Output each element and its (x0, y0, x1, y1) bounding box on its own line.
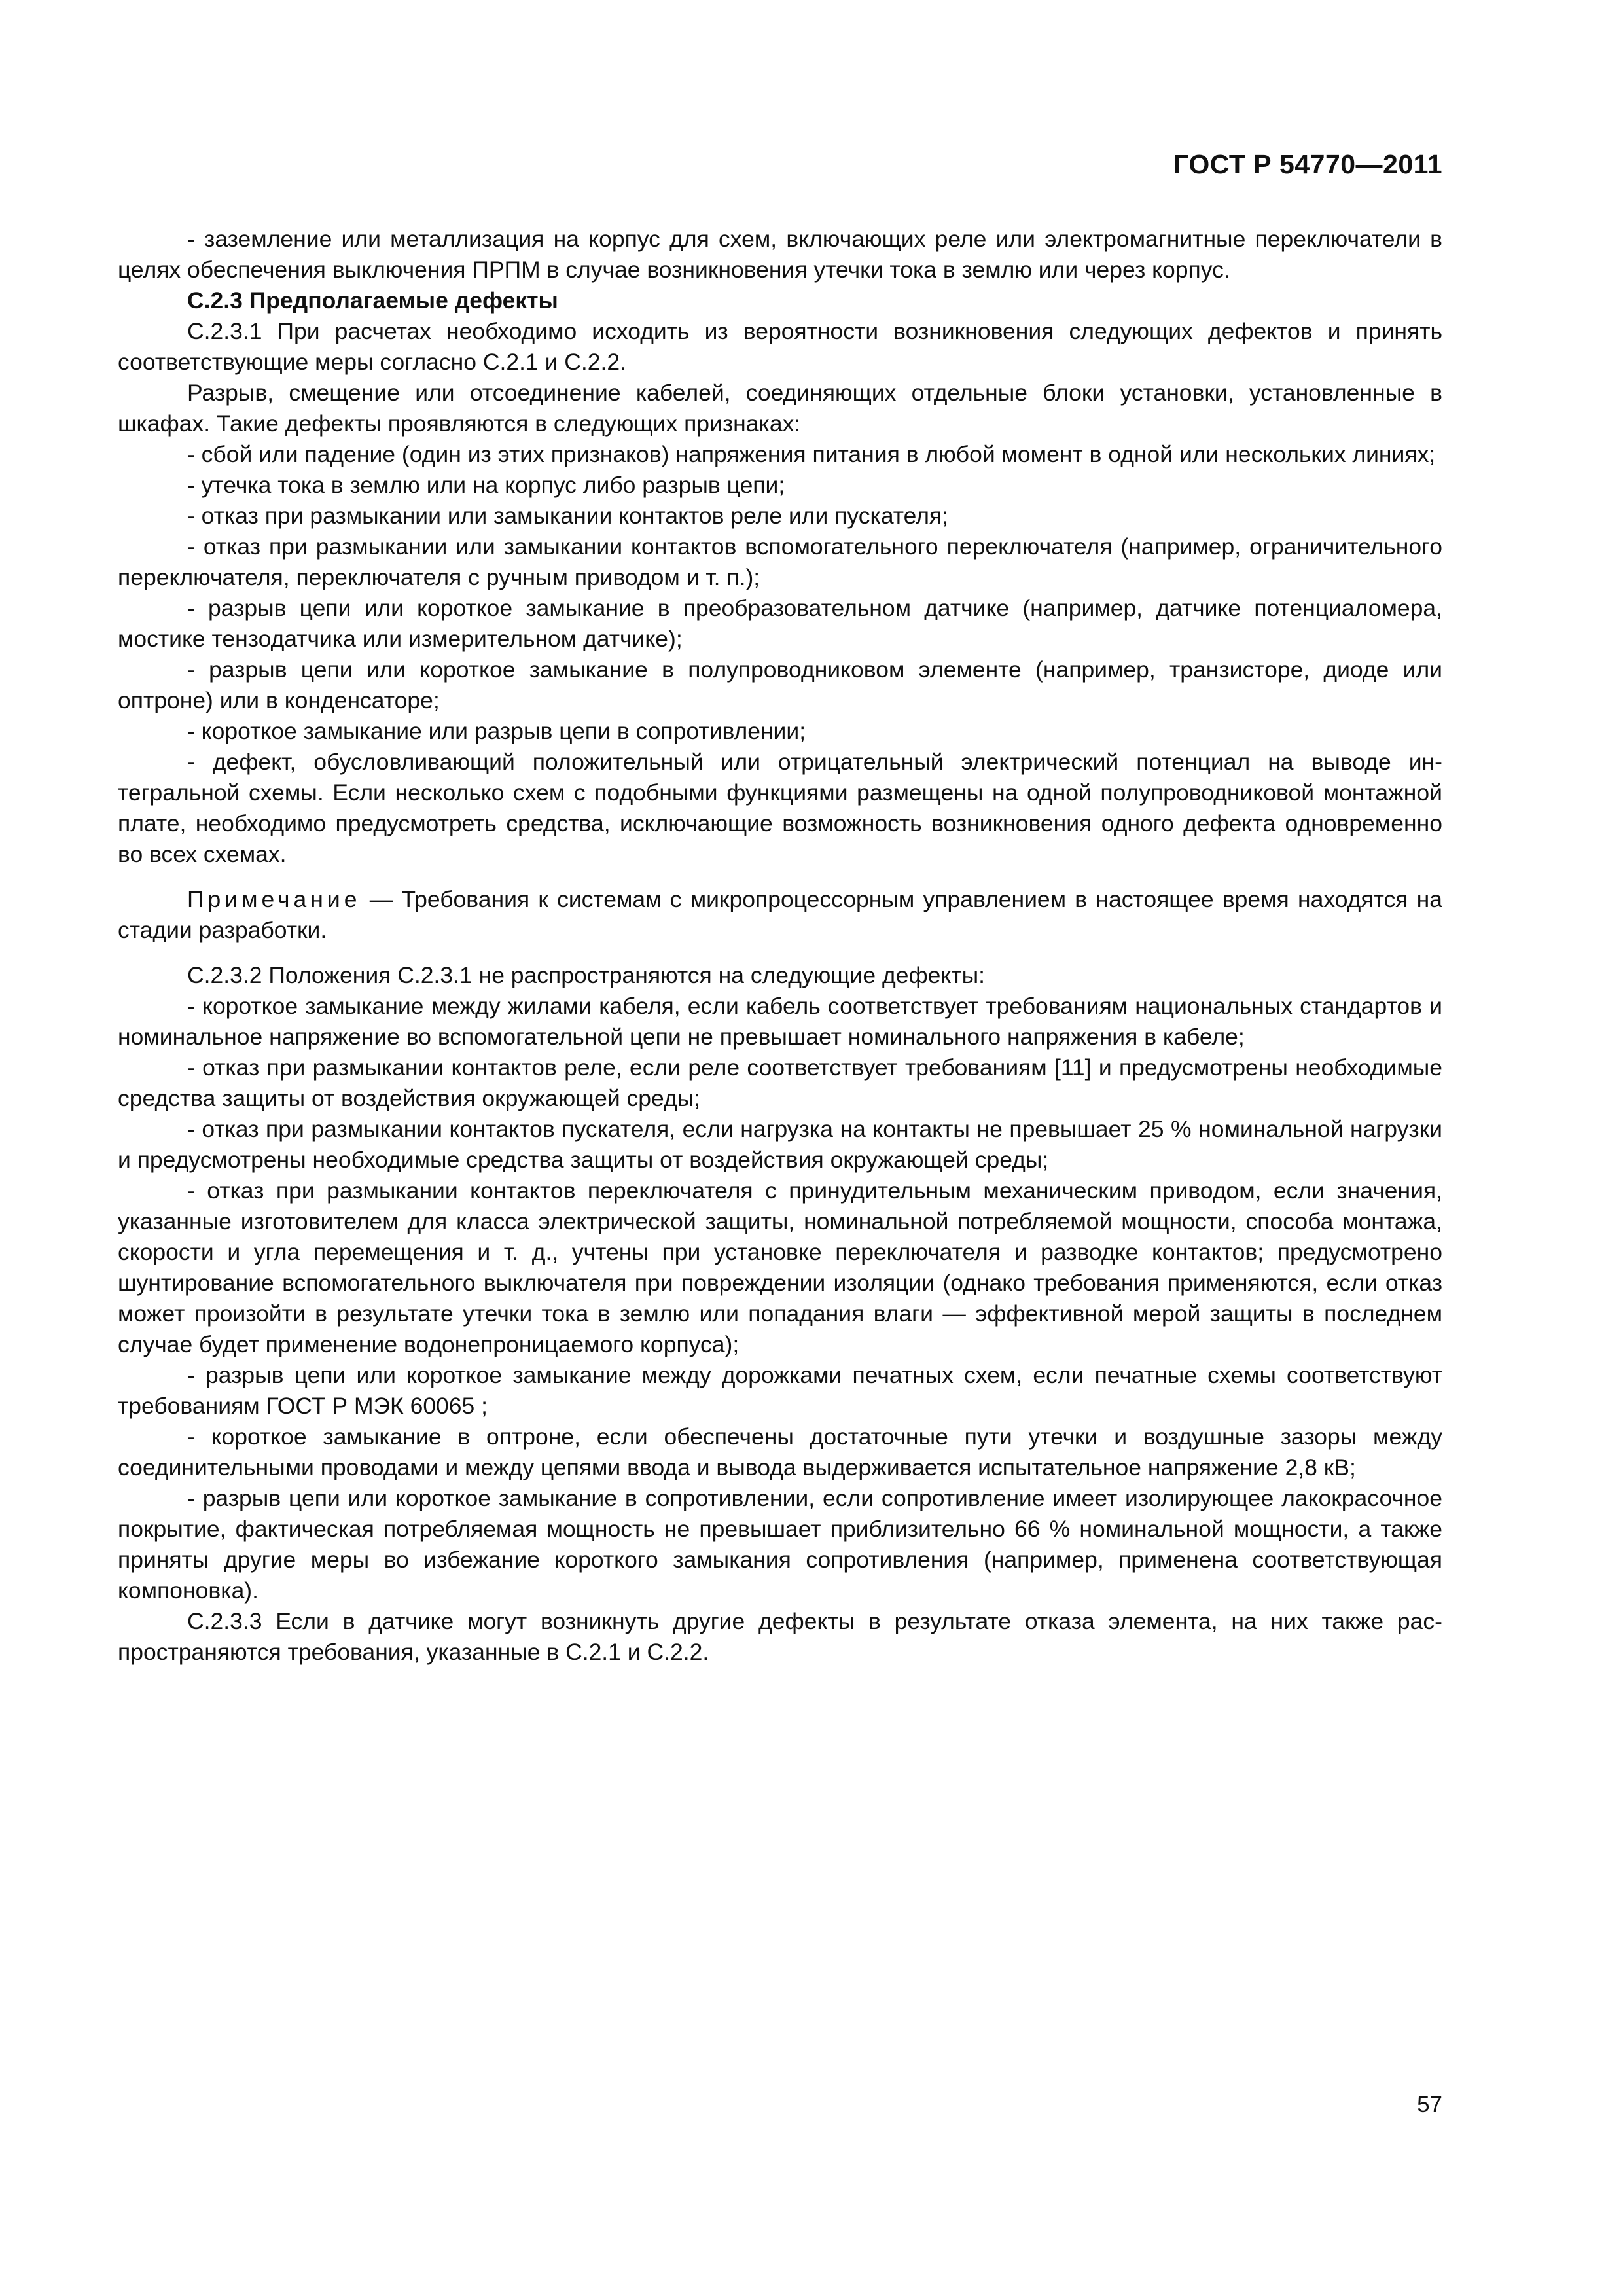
paragraph: С.2.3.2 Положения С.2.3.1 не распространяются на следующие дефекты: (187, 962, 985, 988)
note-label: Примечание (187, 886, 361, 912)
list-item: - разрыв цепи или короткое замыкание между дорожками печатных схем, если печатные схемы соответствуют требованиям ГОСТ Р МЭК 60065 ; (118, 1362, 1442, 1419)
paragraph: С.2.3.3 Если в датчике могут возникнуть другие дефекты в результате отказа элемента, на них также распространяются требования, указанные в С.2.1 и С.2.2. (118, 1608, 1442, 1665)
document-body (118, 224, 1442, 1668)
list-item: - утечка тока в землю или на корпус либо разрыв цепи; (187, 472, 785, 498)
list-item: - дефект, обусловливающий положительный или отрицательный электрический потенциал на выводе интегральной схемы. Если несколько схем с подобными функциями размещены на одной полупроводниковой монтажной плате, необходимо предусмотреть средства, исключающие возможность возникновения одного дефекта одновременно во всех схемах. (118, 749, 1442, 867)
list-item: - сбой или падение (один из этих признаков) напряжения питания в любой момент в одной или нескольких линиях; (187, 441, 1436, 467)
list-item: - отказ при размыкании или замыкании контактов вспомогательного переключателя (например, ограничительного переключателя, переключателя с ручным приводом и т. п.); (118, 533, 1442, 590)
list-item: - отказ при размыкании или замыкании контактов реле или пускателя; (187, 503, 949, 529)
note-text: — Требования к системам с микропроцессорным управлением в настоящее время находятся на стадии разработки. (118, 886, 1442, 943)
paragraph: - заземление или металлизация на корпус для схем, включающих реле или электромагнитные переключатели в целях обеспечения выключения ПРПМ в случае возникновения утечки тока в землю или через корпус. (118, 226, 1442, 283)
list-item: - короткое замыкание в оптроне, если обеспечены достаточные пути утечки и воздушные зазоры между соединительными проводами и между цепями ввода и вывода выдерживается испытательное напряжение 2,8 кВ; (118, 1424, 1442, 1480)
list-item: - разрыв цепи или короткое замыкание в преобразовательном датчике (например, датчике потенциаломера, мостике тензодатчика или измерительном датчике); (118, 595, 1442, 652)
paragraph: Разрыв, смещение или отсоединение кабелей, соединяющих отдельные блоки установки, установленные в шкафах. Такие дефекты проявляются в следующих признаках: (118, 380, 1442, 437)
list-item: - отказ при размыкании контактов реле, если реле соответствует требованиям [11] и предусмотрены необходимые средства защиты от воздействия окружающей среды; (118, 1054, 1442, 1111)
list-item: - разрыв цепи или короткое замыкание в сопротивлении, если сопротивление имеет изолирующее лакокрасочное покрытие, фактическая потребляемая мощность не превышает приблизительно 66 % номинальной мощности, а также приняты другие меры во избежание короткого замыкания сопротивления (например, применена соответствующая компоновка). (118, 1485, 1442, 1604)
section-heading: С.2.3 Предполагаемые дефекты (187, 287, 558, 314)
list-item: - разрыв цепи или короткое замыкание в полупроводниковом элементе (например, транзисторе, диоде или оптроне) или в конденсаторе; (118, 656, 1442, 713)
paragraph: С.2.3.1 При расчетах необходимо исходить из вероятности возникновения следующих дефектов и принять соответствующие меры согласно С.2.1 и С.2.2. (118, 318, 1442, 375)
page-number: 57 (1417, 2092, 1442, 2117)
list-item: - отказ при размыкании контактов пускателя, если нагрузка на контакты не превышает 25 % номинальной нагрузки и предусмотрены необходимые средства защиты от воздействия окружающей среды; (118, 1116, 1442, 1173)
note (118, 884, 1442, 946)
list-item: - отказ при размыкании контактов переключателя с принудительным механическим приводом, если значения, указанные изготовителем для класса электрической защиты, номинальной потребляемой мощности, способа монтажа, скорости и угла перемещения и т. д., учтены при установке переключателя и разводке контактов; предусмотрено шунтирование вспомогательного выключателя при повреждении изоляции (однако требования применяются, если отказ может произойти в результате утечки тока в землю или попадания влаги — эффективной мерой защиты в последнем случае будет применение водонепроницаемого корпуса); (118, 1177, 1442, 1357)
list-item: - короткое замыкание или разрыв цепи в сопротивлении; (187, 718, 806, 744)
list-item: - короткое замыкание между жилами кабеля, если кабель соответствует требованиям национальных стандартов и номинальное напряжение во вспомогательной цепи не превышает номинального напряжения в кабеле; (118, 993, 1442, 1050)
document-code: ГОСТ Р 54770—2011 (1173, 149, 1442, 179)
